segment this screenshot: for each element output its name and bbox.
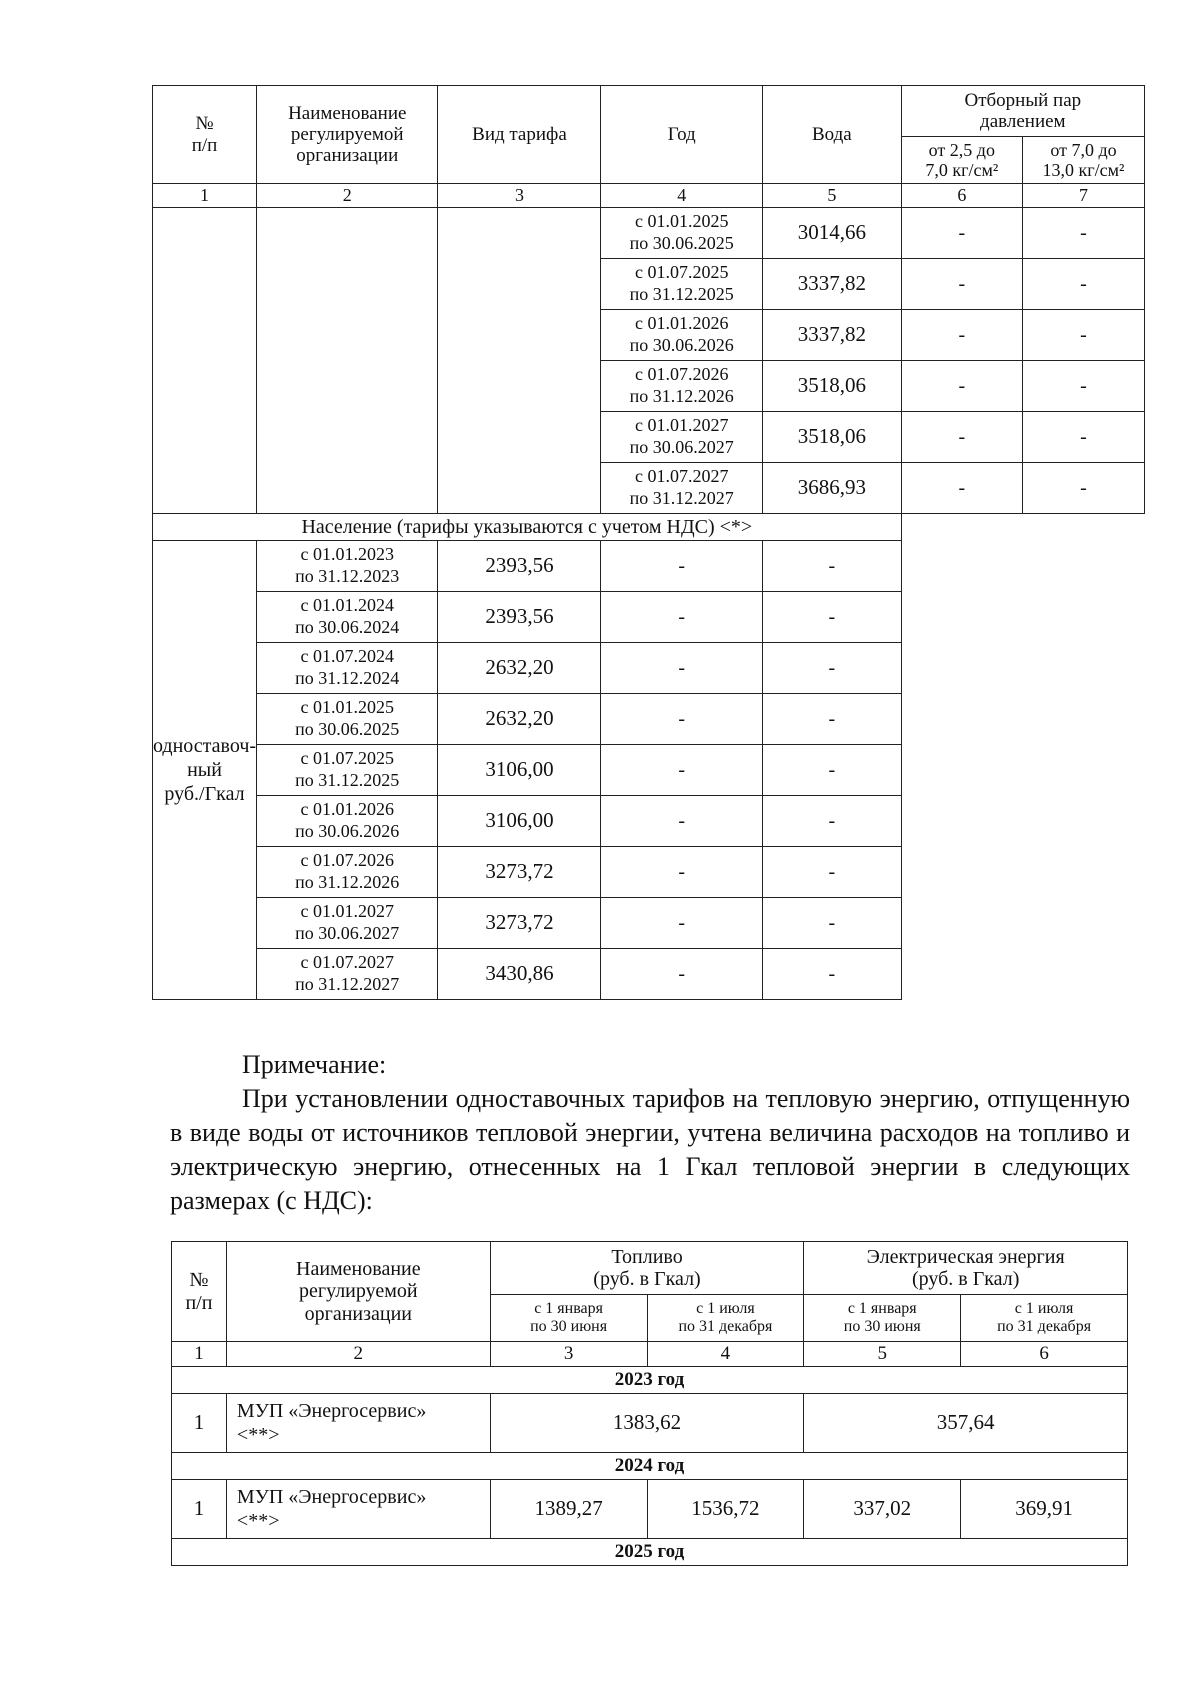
table-row bbox=[153, 643, 1145, 694]
period-cell: с 01.01.2027 по 30.06.2027 bbox=[601, 412, 763, 463]
year-2023-label: 2023 год bbox=[172, 1367, 1128, 1394]
fuel-h1-value: 1389,27 bbox=[490, 1480, 647, 1539]
steam-low-value: - bbox=[901, 259, 1022, 310]
water-value: 3518,06 bbox=[763, 361, 902, 412]
column-number: 3 bbox=[438, 184, 601, 208]
column-number: 6 bbox=[901, 184, 1022, 208]
steam-low-value: - bbox=[901, 310, 1022, 361]
period-cell: с 01.07.2025 по 31.12.2025 bbox=[257, 745, 438, 796]
fuel-value: 1383,62 bbox=[490, 1394, 804, 1453]
steam-high-value: - bbox=[1023, 208, 1145, 259]
steam-high-value: - bbox=[763, 898, 902, 949]
header-num: № п/п bbox=[153, 86, 257, 184]
t2-header-fuel: Топливо (руб. в Гкал) bbox=[490, 1242, 804, 1295]
steam-low-value: - bbox=[601, 694, 763, 745]
water-value: 3337,82 bbox=[763, 259, 902, 310]
period-cell: с 01.07.2025 по 31.12.2025 bbox=[601, 259, 763, 310]
column-number: 2 bbox=[226, 1342, 490, 1367]
t2-header-el-h1: с 1 января по 30 июня bbox=[804, 1295, 961, 1342]
water-value: 2393,56 bbox=[438, 541, 601, 592]
blank-kind-cell bbox=[438, 208, 601, 514]
header-steam-high: от 7,0 до 13,0 кг/см² bbox=[1023, 137, 1145, 184]
column-number: 6 bbox=[961, 1342, 1128, 1367]
water-value: 3014,66 bbox=[763, 208, 902, 259]
period-cell: с 01.07.2027 по 31.12.2027 bbox=[601, 463, 763, 514]
column-number: 5 bbox=[763, 184, 902, 208]
row-number: 1 bbox=[172, 1480, 227, 1539]
period-cell: с 01.01.2024 по 30.06.2024 bbox=[257, 592, 438, 643]
table-row bbox=[153, 847, 1145, 898]
table-row bbox=[153, 208, 1145, 259]
period-cell: с 01.01.2027 по 30.06.2027 bbox=[257, 898, 438, 949]
steam-low-value: - bbox=[601, 592, 763, 643]
column-number: 4 bbox=[647, 1342, 804, 1367]
period-cell: с 01.07.2027 по 31.12.2027 bbox=[257, 949, 438, 1000]
tariff-kind-cell: одноставоч- ный руб./Гкал bbox=[153, 541, 257, 1000]
column-number: 7 bbox=[1023, 184, 1145, 208]
header-steam-low: от 2,5 до 7,0 кг/см² bbox=[901, 137, 1022, 184]
steam-low-value: - bbox=[901, 208, 1022, 259]
electric-h2-value: 369,91 bbox=[961, 1480, 1128, 1539]
period-cell: с 01.07.2024 по 31.12.2024 bbox=[257, 643, 438, 694]
steam-high-value: - bbox=[1023, 412, 1145, 463]
year-2025-label: 2025 год bbox=[172, 1539, 1128, 1566]
note-title: Примечание: bbox=[242, 1050, 387, 1079]
steam-low-value: - bbox=[901, 463, 1022, 514]
water-value: 3106,00 bbox=[438, 796, 601, 847]
blank-num-cell bbox=[153, 208, 257, 514]
steam-low-value: - bbox=[601, 643, 763, 694]
header-steam: Отборный пар давлением bbox=[901, 86, 1144, 137]
org-name: МУП «Энергосервис» <**> bbox=[226, 1480, 490, 1539]
period-cell: с 01.01.2026 по 30.06.2026 bbox=[257, 796, 438, 847]
steam-high-value: - bbox=[763, 796, 902, 847]
steam-low-value: - bbox=[601, 745, 763, 796]
table-row bbox=[153, 949, 1145, 1000]
fuel-h2-value: 1536,72 bbox=[647, 1480, 804, 1539]
org-name: МУП «Энергосервис» <**> bbox=[226, 1394, 490, 1453]
electric-value: 357,64 bbox=[804, 1394, 1128, 1453]
water-value: 3430,86 bbox=[438, 949, 601, 1000]
note-text: При установлении одноставочных тарифов на тепловую энергию, отпущенную в виде воды от источников тепловой энергии, учтена величина расходов на топливо и электрическую энергию, отнесенных на 1 Гкал тепловой энергии в следующих размерах (с НДС): bbox=[170, 1084, 1130, 1215]
column-number: 1 bbox=[153, 184, 257, 208]
water-value: 3337,82 bbox=[763, 310, 902, 361]
t2-header-electric: Электрическая энергия (руб. в Гкал) bbox=[804, 1242, 1128, 1295]
period-cell: с 01.01.2023 по 31.12.2023 bbox=[257, 541, 438, 592]
water-value: 2393,56 bbox=[438, 592, 601, 643]
steam-high-value: - bbox=[763, 643, 902, 694]
table-row bbox=[153, 592, 1145, 643]
header-water: Вода bbox=[763, 86, 902, 184]
electric-h1-value: 337,02 bbox=[804, 1480, 961, 1539]
steam-low-value: - bbox=[601, 949, 763, 1000]
column-number: 3 bbox=[490, 1342, 647, 1367]
period-cell: с 01.07.2026 по 31.12.2026 bbox=[601, 361, 763, 412]
period-cell: с 01.01.2026 по 30.06.2026 bbox=[601, 310, 763, 361]
water-value: 3106,00 bbox=[438, 745, 601, 796]
note-block bbox=[170, 1048, 1130, 1218]
water-value: 3518,06 bbox=[763, 412, 902, 463]
steam-low-value: - bbox=[601, 541, 763, 592]
table-row bbox=[153, 745, 1145, 796]
steam-high-value: - bbox=[763, 745, 902, 796]
steam-low-value: - bbox=[901, 412, 1022, 463]
column-number: 2 bbox=[257, 184, 438, 208]
period-cell: с 01.01.2025 по 30.06.2025 bbox=[257, 694, 438, 745]
t2-header-el-h2: с 1 июля по 31 декабря bbox=[961, 1295, 1128, 1342]
steam-high-value: - bbox=[1023, 361, 1145, 412]
table-row bbox=[153, 898, 1145, 949]
table-row bbox=[153, 796, 1145, 847]
t2-header-num: № п/п bbox=[172, 1242, 227, 1342]
steam-high-value: - bbox=[763, 592, 902, 643]
population-section-label: Население (тарифы указываются с учетом НДС) <*> bbox=[153, 514, 902, 541]
table-row bbox=[153, 694, 1145, 745]
header-org: Наименование регулируемой организации bbox=[257, 86, 438, 184]
column-number: 5 bbox=[804, 1342, 961, 1367]
steam-low-value: - bbox=[601, 847, 763, 898]
water-value: 2632,20 bbox=[438, 643, 601, 694]
header-year: Год bbox=[601, 86, 763, 184]
t2-header-fuel-h1: с 1 января по 30 июня bbox=[490, 1295, 647, 1342]
blank-org-cell bbox=[257, 208, 438, 514]
water-value: 3273,72 bbox=[438, 847, 601, 898]
steam-high-value: - bbox=[763, 949, 902, 1000]
water-value: 3273,72 bbox=[438, 898, 601, 949]
steam-high-value: - bbox=[763, 541, 902, 592]
header-tariff-type: Вид тарифа bbox=[438, 86, 601, 184]
column-number: 4 bbox=[601, 184, 763, 208]
column-number: 1 bbox=[172, 1342, 227, 1367]
steam-high-value: - bbox=[1023, 310, 1145, 361]
tariff-table bbox=[152, 85, 1145, 1000]
cost-table bbox=[171, 1241, 1128, 1566]
table-row bbox=[153, 541, 1145, 592]
t2-header-org: Наименование регулируемой организации bbox=[226, 1242, 490, 1342]
year-2024-label: 2024 год bbox=[172, 1453, 1128, 1480]
steam-high-value: - bbox=[1023, 463, 1145, 514]
row-number: 1 bbox=[172, 1394, 227, 1453]
period-cell: с 01.07.2026 по 31.12.2026 bbox=[257, 847, 438, 898]
period-cell: с 01.01.2025 по 30.06.2025 bbox=[601, 208, 763, 259]
steam-low-value: - bbox=[601, 796, 763, 847]
water-value: 2632,20 bbox=[438, 694, 601, 745]
steam-high-value: - bbox=[763, 847, 902, 898]
t2-header-fuel-h2: с 1 июля по 31 декабря bbox=[647, 1295, 804, 1342]
steam-high-value: - bbox=[1023, 259, 1145, 310]
water-value: 3686,93 bbox=[763, 463, 902, 514]
steam-low-value: - bbox=[601, 898, 763, 949]
steam-low-value: - bbox=[901, 361, 1022, 412]
steam-high-value: - bbox=[763, 694, 902, 745]
